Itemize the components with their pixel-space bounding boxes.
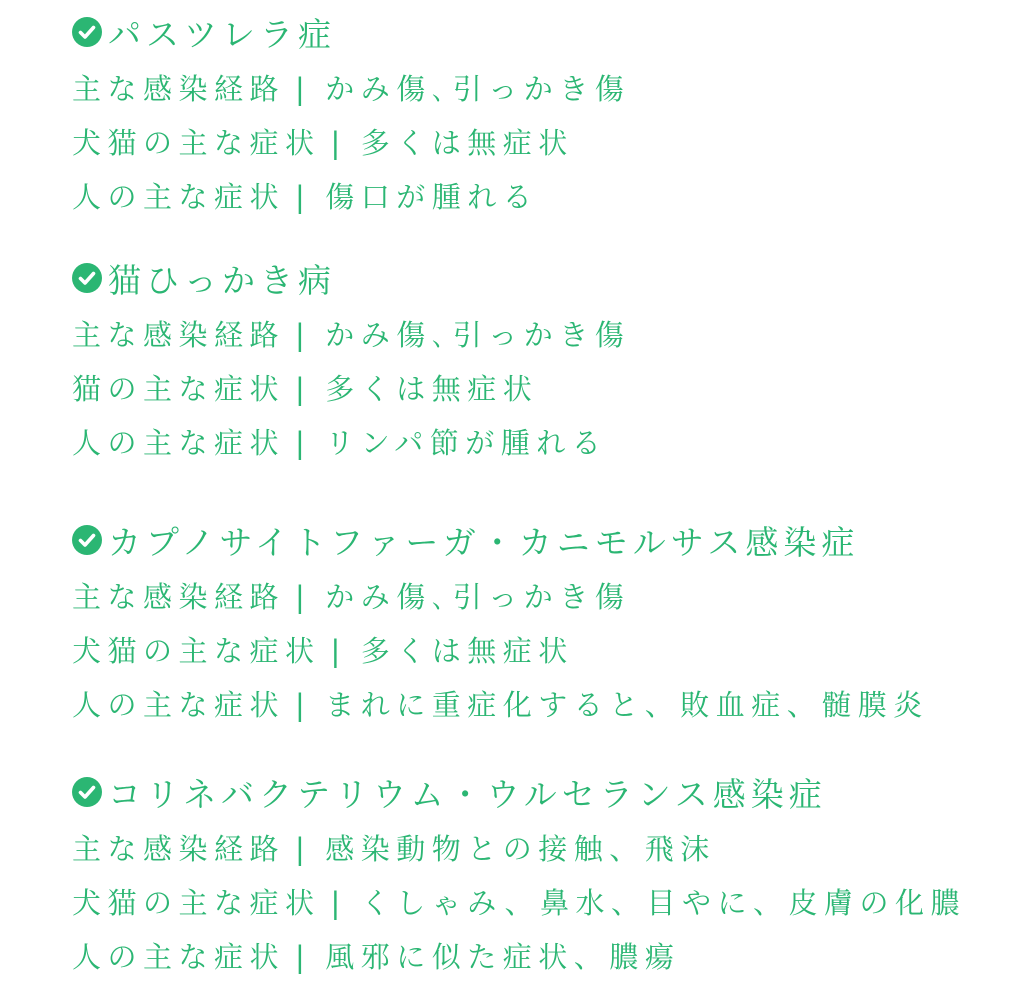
row-label: 犬猫の主な症状 bbox=[72, 126, 321, 160]
row-value: まれに重症化すると、敗血症、髄膜炎 bbox=[325, 688, 929, 722]
row-value: 感染動物との接触、飛沫 bbox=[325, 832, 716, 866]
section-title-text: コリネバクテリウム・ウルセランス感染症 bbox=[108, 774, 827, 814]
row-value: 多くは無症状 bbox=[360, 634, 574, 668]
section-cat-scratch-disease bbox=[72, 258, 1012, 470]
row-separator: | bbox=[295, 832, 312, 866]
row-label: 犬猫の主な症状 bbox=[72, 634, 321, 668]
section-title-text: カプノサイトファーガ・カニモルサス感染症 bbox=[108, 522, 860, 562]
row-value: くしゃみ、鼻水、目やに、皮膚の化膿 bbox=[360, 886, 967, 920]
row-label: 人の主な症状 bbox=[72, 940, 286, 974]
row-value: 傷口が腫れる bbox=[325, 180, 539, 214]
row-label: 主な感染経路 bbox=[72, 72, 286, 106]
check-circle-icon bbox=[72, 777, 102, 807]
row-label: 犬猫の主な症状 bbox=[72, 886, 321, 920]
row-label: 人の主な症状 bbox=[72, 688, 286, 722]
row-separator: | bbox=[330, 886, 347, 920]
section-title bbox=[72, 12, 1012, 52]
row-label: 人の主な症状 bbox=[72, 180, 286, 214]
row-value: 多くは無症状 bbox=[325, 372, 539, 406]
row-label: 主な感染経路 bbox=[72, 318, 286, 352]
row-separator: | bbox=[330, 126, 347, 160]
row-label: 主な感染経路 bbox=[72, 580, 286, 614]
info-row bbox=[72, 876, 1012, 930]
info-row bbox=[72, 624, 1012, 678]
row-label: 人の主な症状 bbox=[72, 426, 286, 460]
row-value: かみ傷､引っかき傷 bbox=[325, 72, 631, 106]
info-row bbox=[72, 62, 1012, 116]
info-row bbox=[72, 308, 1012, 362]
section-pasteurellosis bbox=[72, 12, 1012, 224]
info-row bbox=[72, 570, 1012, 624]
row-separator: | bbox=[295, 372, 312, 406]
row-separator: | bbox=[295, 580, 312, 614]
check-circle-icon bbox=[72, 525, 102, 555]
row-label: 主な感染経路 bbox=[72, 832, 286, 866]
row-value: かみ傷､引っかき傷 bbox=[325, 318, 631, 352]
row-separator: | bbox=[295, 180, 312, 214]
check-circle-icon bbox=[72, 17, 102, 47]
row-separator: | bbox=[295, 940, 312, 974]
row-value: かみ傷､引っかき傷 bbox=[325, 580, 631, 614]
section-title bbox=[72, 520, 1012, 560]
row-separator: | bbox=[330, 634, 347, 668]
info-row bbox=[72, 930, 1012, 984]
row-value: リンパ節が腫れる bbox=[325, 426, 608, 460]
row-value: 風邪に似た症状、膿瘍 bbox=[325, 940, 681, 974]
check-circle-icon bbox=[72, 263, 102, 293]
section-title-text: パスツレラ症 bbox=[108, 14, 336, 54]
info-row bbox=[72, 416, 1012, 470]
info-row bbox=[72, 678, 1012, 732]
info-row bbox=[72, 170, 1012, 224]
row-separator: | bbox=[295, 318, 312, 352]
row-separator: | bbox=[295, 426, 312, 460]
row-label: 猫の主な症状 bbox=[72, 372, 286, 406]
row-value: 多くは無症状 bbox=[360, 126, 574, 160]
row-separator: | bbox=[295, 688, 312, 722]
row-separator: | bbox=[295, 72, 312, 106]
section-title bbox=[72, 772, 1012, 812]
info-row bbox=[72, 116, 1012, 170]
section-title bbox=[72, 258, 1012, 298]
info-row bbox=[72, 822, 1012, 876]
section-capnocytophaga bbox=[72, 520, 1012, 732]
section-corynebacterium-ulcerans bbox=[72, 772, 1012, 984]
section-title-text: 猫ひっかき病 bbox=[108, 260, 336, 300]
info-row bbox=[72, 362, 1012, 416]
